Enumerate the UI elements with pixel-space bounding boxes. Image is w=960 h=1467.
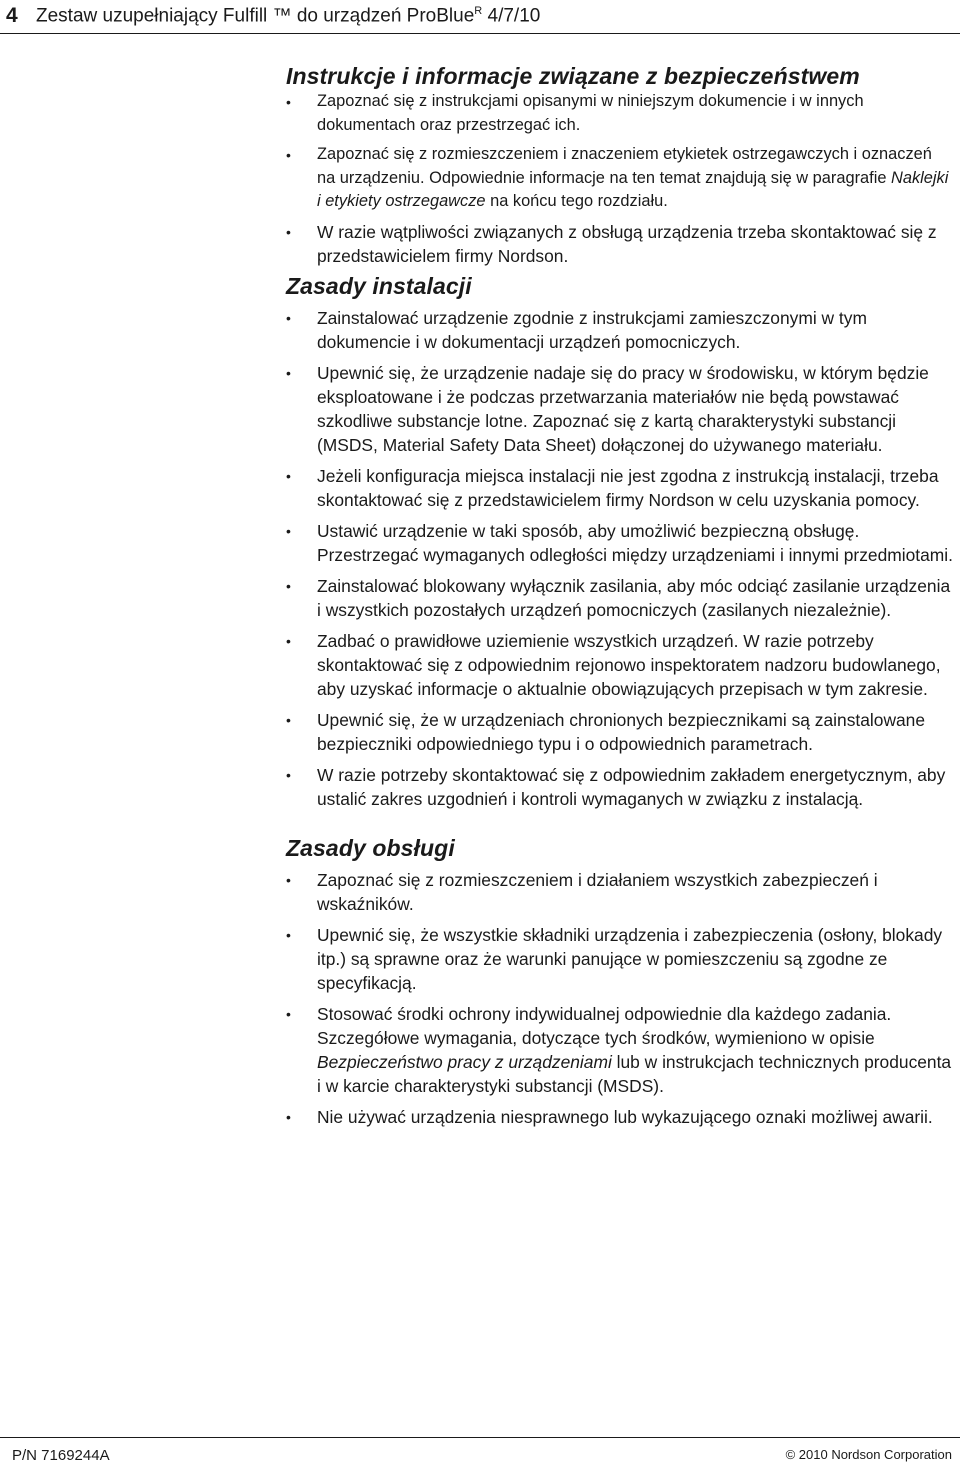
list-item	[286, 143, 954, 214]
list-item-text: Upewnić się, że wszystkie składniki urządzenia i zabezpieczenia (osłony, blokady itp.) są sprawne oraz że warunki panujące w pomieszczeniu są zgodne ze specyfikacją.	[317, 924, 943, 993]
list-item	[286, 220, 954, 268]
list-item-text: Zainstalować urządzenie zgodnie z instrukcjami zamieszczonymi w tym dokumencie i w dokumentacji urządzeń pomocniczych.	[317, 307, 867, 352]
section-heading-safety: Instrukcje i informacje związane z bezpieczeństwem	[286, 63, 860, 89]
list-item-text: Stosować środki ochrony indywidualnej odpowiednie dla każdego zadania. Szczegółowe wymagania, dotyczące tych środków, wymieniono w opisie	[317, 1003, 892, 1048]
list-item-text: Zapoznać się z rozmieszczeniem i znaczeniem etykietek ostrzegawczych i oznaczeń na urządzeniu. Odpowiednie informacje na ten temat znajdują się w paragrafie	[317, 145, 932, 187]
list-item-text: W razie wątpliwości związanych z obsługą urządzenia trzeba skontaktować się z przedstawicielem firmy Nordson.	[317, 221, 937, 266]
list-item-text: lub w instrukcjach technicznych producenta i w karcie charakterystyki substancji (MSDS).	[317, 1051, 952, 1096]
bullet-icon: •	[286, 871, 291, 888]
list-item	[286, 923, 954, 995]
list-item	[286, 574, 954, 622]
list-item	[286, 629, 954, 701]
list-item-text: Ustawić urządzenie w taki sposób, aby umożliwić bezpieczną obsługę. Przestrzegać wymaganych odległości między urządzeniami i innymi przedmiotami.	[317, 520, 953, 565]
bullet-icon: •	[286, 577, 291, 594]
bullet-icon: •	[286, 223, 291, 240]
list-item-text: Nie używać urządzenia niesprawnego lub wykazującego oznaki możliwej awarii.	[317, 1106, 933, 1127]
bullet-icon: •	[286, 147, 291, 163]
list-item	[286, 306, 954, 354]
list-item-text: W razie potrzeby skontaktować się z odpowiednim zakładem energetycznym, aby ustalić zakres uzgodnień i kontroli wymaganych w związku z instalacją.	[317, 764, 946, 809]
list-item	[286, 90, 954, 137]
bullet-icon: •	[286, 467, 291, 484]
list-item	[286, 708, 954, 756]
list-item	[286, 464, 954, 512]
list-item-text: Zapoznać się z instrukcjami opisanymi w niniejszym dokumencie i w innych dokumentach oraz przestrzegać ich.	[317, 92, 864, 134]
section-heading-installation: Zasady instalacji	[286, 272, 472, 299]
bullet-icon: •	[286, 364, 291, 381]
bullet-icon: •	[286, 632, 291, 649]
bullet-icon: •	[286, 1005, 291, 1022]
list-item	[286, 868, 954, 916]
installation-list	[286, 306, 954, 811]
bullet-icon: •	[286, 309, 291, 326]
title-text-1: Zestaw uzupełniający Fulfill	[36, 5, 268, 27]
list-item	[286, 361, 954, 457]
bullet-icon: •	[286, 766, 291, 783]
copyright	[786, 1447, 952, 1462]
trademark-symbol: ™	[272, 5, 292, 27]
running-title	[36, 5, 540, 27]
bullet-icon: •	[286, 94, 291, 110]
title-text-3: 4/7/10	[487, 5, 541, 27]
list-item-text: Upewnić się, że w urządzeniach chronionych bezpiecznikami są zainstalowane bezpieczniki odpowiedniego typu i o odpowiednich parametrach.	[317, 709, 926, 754]
part-number: P/N 7169244A	[12, 1447, 110, 1464]
page-number: 4	[6, 4, 18, 27]
list-item	[286, 763, 954, 811]
list-item-text: Jeżeli konfiguracja miejsca instalacji nie jest zgodna z instrukcją instalacji, trzeba skontaktować się z przedstawicielem firmy Nordson w celu uzyskania pomocy.	[317, 465, 939, 510]
copyright-text: 2010 Nordson Corporation	[798, 1447, 952, 1462]
list-item	[286, 519, 954, 567]
copyright-icon: ©	[785, 1447, 796, 1462]
bullet-icon: •	[286, 711, 291, 728]
footer-rule	[0, 1437, 960, 1438]
section-heading-operation: Zasady obsługi	[286, 834, 455, 861]
safety-list	[286, 90, 954, 268]
list-item-text: na końcu tego rozdziału.	[485, 192, 668, 210]
operation-list	[286, 868, 954, 1129]
bullet-icon: •	[286, 926, 291, 943]
list-item-text: Upewnić się, że urządzenie nadaje się do pracy w środowisku, w którym będzie eksploatowane i że podczas przetwarzania materiałów nie będą powstawać szkodliwe substancje lotne. Zapoznać się z kartą charakterystyki substancji (MSDS, Material Safety Data Sheet) dołączonej do używanego materiału.	[317, 362, 929, 455]
list-item-text: Zainstalować blokowany wyłącznik zasilania, aby móc odciąć zasilanie urządzenia i wszystkich pozostałych urządzeń pomocniczych (zasilanych niezależnie).	[317, 575, 951, 620]
list-item-text: Zadbać o prawidłowe uziemienie wszystkich urządzeń. W razie potrzeby skontaktować się z odpowiednim rejonowo inspektoratem nadzoru budowlanego, aby uzyskać informacje o aktualnie obowiązujących przepisach w tym zakresie.	[317, 630, 941, 699]
italic-reference: Bezpieczeństwo pracy z urządzeniami	[317, 1051, 612, 1072]
list-item	[286, 1002, 954, 1098]
document-body	[286, 62, 954, 1129]
bullet-icon: •	[286, 522, 291, 539]
registered-symbol: R	[474, 5, 483, 17]
list-item-text: Zapoznać się z rozmieszczeniem i działaniem wszystkich zabezpieczeń i wskaźników.	[317, 869, 878, 914]
list-item	[286, 1105, 954, 1129]
bullet-icon: •	[286, 1108, 291, 1125]
header-rule	[0, 33, 960, 34]
title-text-2: do urządzeń ProBlue	[296, 5, 475, 27]
italic-reference: Naklejki i etykiety ostrzegawcze	[317, 168, 949, 210]
